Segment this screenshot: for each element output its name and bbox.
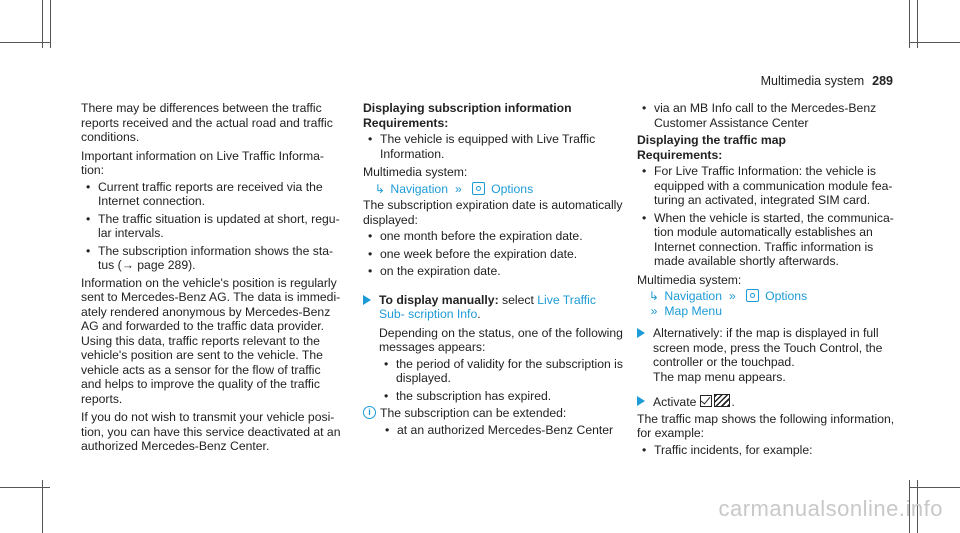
list-item: • Current traffic reports are received via the Internet connection. [81, 180, 343, 209]
step-text: select [502, 292, 534, 307]
watermark: carmanualsonline.info [718, 496, 943, 521]
link-subscription-info[interactable]: Live Traffic Sub- scription Info [379, 292, 596, 321]
instruction-step: Activate . [637, 394, 899, 410]
list-item: • one month before the expiration date. [363, 229, 623, 244]
list-item: • at an authorized Mercedes-Benz Center [380, 423, 623, 438]
return-arrow-icon: ↳ [648, 289, 660, 303]
double-chevron-icon: » [728, 289, 736, 303]
paragraph: Alternatively: if the map is displayed in full screen mode, press the Touch Control, the controller or the touchpad. [653, 326, 883, 369]
paragraph: The map menu appears. [653, 369, 786, 384]
crop-mark [917, 0, 918, 48]
paragraph: Information on the vehicle's position is regularly sent to Mercedes-Benz AG. The data is immedi- ately rendered anonymous by Mercedes-Benz AG and forwarded to the traffic data provider. Using this data, traffic reports relevant to the vehicle's position are sent to the vehicle. The vehicle acts as a sensor for the flow of traffic and helps to improve the quality of the traffic reports. [81, 275, 341, 406]
nav-options[interactable]: Options [765, 289, 808, 303]
paragraph: There may be differences between the traffic reports received and the actual road and traffic conditions. [81, 101, 333, 144]
paragraph: Depending on the status, one of the following messages appears: [379, 325, 623, 354]
nav-navigation[interactable]: Navigation [390, 181, 448, 196]
list-item: • one week before the expiration date. [363, 247, 623, 262]
traffic-icon [714, 394, 730, 407]
double-chevron-icon: » [454, 181, 462, 196]
paragraph: The subscription can be extended: [380, 406, 567, 420]
crop-mark [50, 0, 51, 48]
nav-map-menu[interactable]: Map Menu [664, 303, 722, 318]
requirements-label: Requirements: [637, 147, 723, 162]
nav-path [647, 289, 899, 318]
list-item: • When the vehicle is started, the communica- tion module automatically establishes an Internet connection. Traffic information is made available shortly afterwards. [637, 211, 899, 269]
settings-icon [746, 289, 759, 302]
step-arrow-icon [637, 328, 645, 338]
step-arrow-icon [363, 295, 371, 305]
paragraph: Important information on Live Traffic Informa- tion: [81, 148, 324, 177]
list-item: • For Live Traffic Information: the vehicle is equipped with a communication module fea- turing an activated, integrated SIM card. [637, 164, 899, 208]
column-middle [363, 101, 623, 440]
ms-label: Multimedia system: [363, 165, 468, 179]
list-item[interactable]: • The subscription information shows the sta- tus (→ page 289). [81, 244, 343, 273]
list-item: • The vehicle is equipped with Live Traffic Information. [363, 132, 623, 161]
step-text: Activate [653, 395, 697, 409]
checkbox-icon[interactable] [700, 395, 712, 407]
step-arrow-icon [637, 396, 645, 406]
page-header [761, 74, 893, 89]
crop-mark [0, 487, 50, 488]
nav-path [373, 182, 623, 197]
info-note [363, 406, 623, 437]
column-left [81, 101, 343, 458]
paragraph: The subscription expiration date is automatically displayed: [363, 198, 623, 227]
crop-mark [910, 487, 960, 488]
page-number: 289 [872, 74, 893, 88]
list-item: • via an MB Info call to the Mercedes-Benz Customer Assistance Center [637, 101, 899, 130]
info-icon: i [363, 406, 376, 419]
list-item: • The traffic situation is updated at short, regu- lar intervals. [81, 212, 343, 241]
crop-mark [42, 0, 43, 48]
list-item: • Traffic incidents, for example: [637, 443, 899, 458]
section-title: Multimedia system [760, 74, 865, 88]
list-item: • the period of validity for the subscription is displayed. [379, 357, 623, 386]
section-heading: Displaying subscription information [363, 101, 572, 115]
settings-icon [472, 182, 485, 195]
paragraph: If you do not wish to transmit your vehicle posi- tion, you can have this service deactivated at an authorized Mercedes-Benz Center. [81, 410, 341, 453]
nav-options[interactable]: Options [491, 181, 534, 196]
return-arrow-icon: ↳ [374, 181, 386, 196]
list-item: • the subscription has expired. [379, 389, 623, 404]
crop-mark [909, 0, 910, 48]
crop-mark [910, 42, 960, 43]
ms-label: Multimedia system: [637, 272, 742, 287]
double-chevron-icon: » [650, 303, 658, 318]
requirements-label: Requirements: [363, 115, 449, 130]
instruction-step [637, 326, 899, 384]
paragraph: The traffic map shows the following information, for example: [637, 411, 895, 440]
list-item: • on the expiration date. [363, 264, 623, 279]
section-heading: Displaying the traffic map [637, 133, 786, 147]
crop-mark [0, 42, 50, 43]
column-right [637, 101, 899, 460]
nav-navigation[interactable]: Navigation [664, 289, 722, 303]
instruction-step: To display manually: select Live Traffic Sub- scription Info. Depending on the status, one of the following messages appears: • the period of validity for the subscription is displayed. • the subscription has expired. [363, 293, 623, 404]
step-label: To display manually: [379, 292, 499, 307]
